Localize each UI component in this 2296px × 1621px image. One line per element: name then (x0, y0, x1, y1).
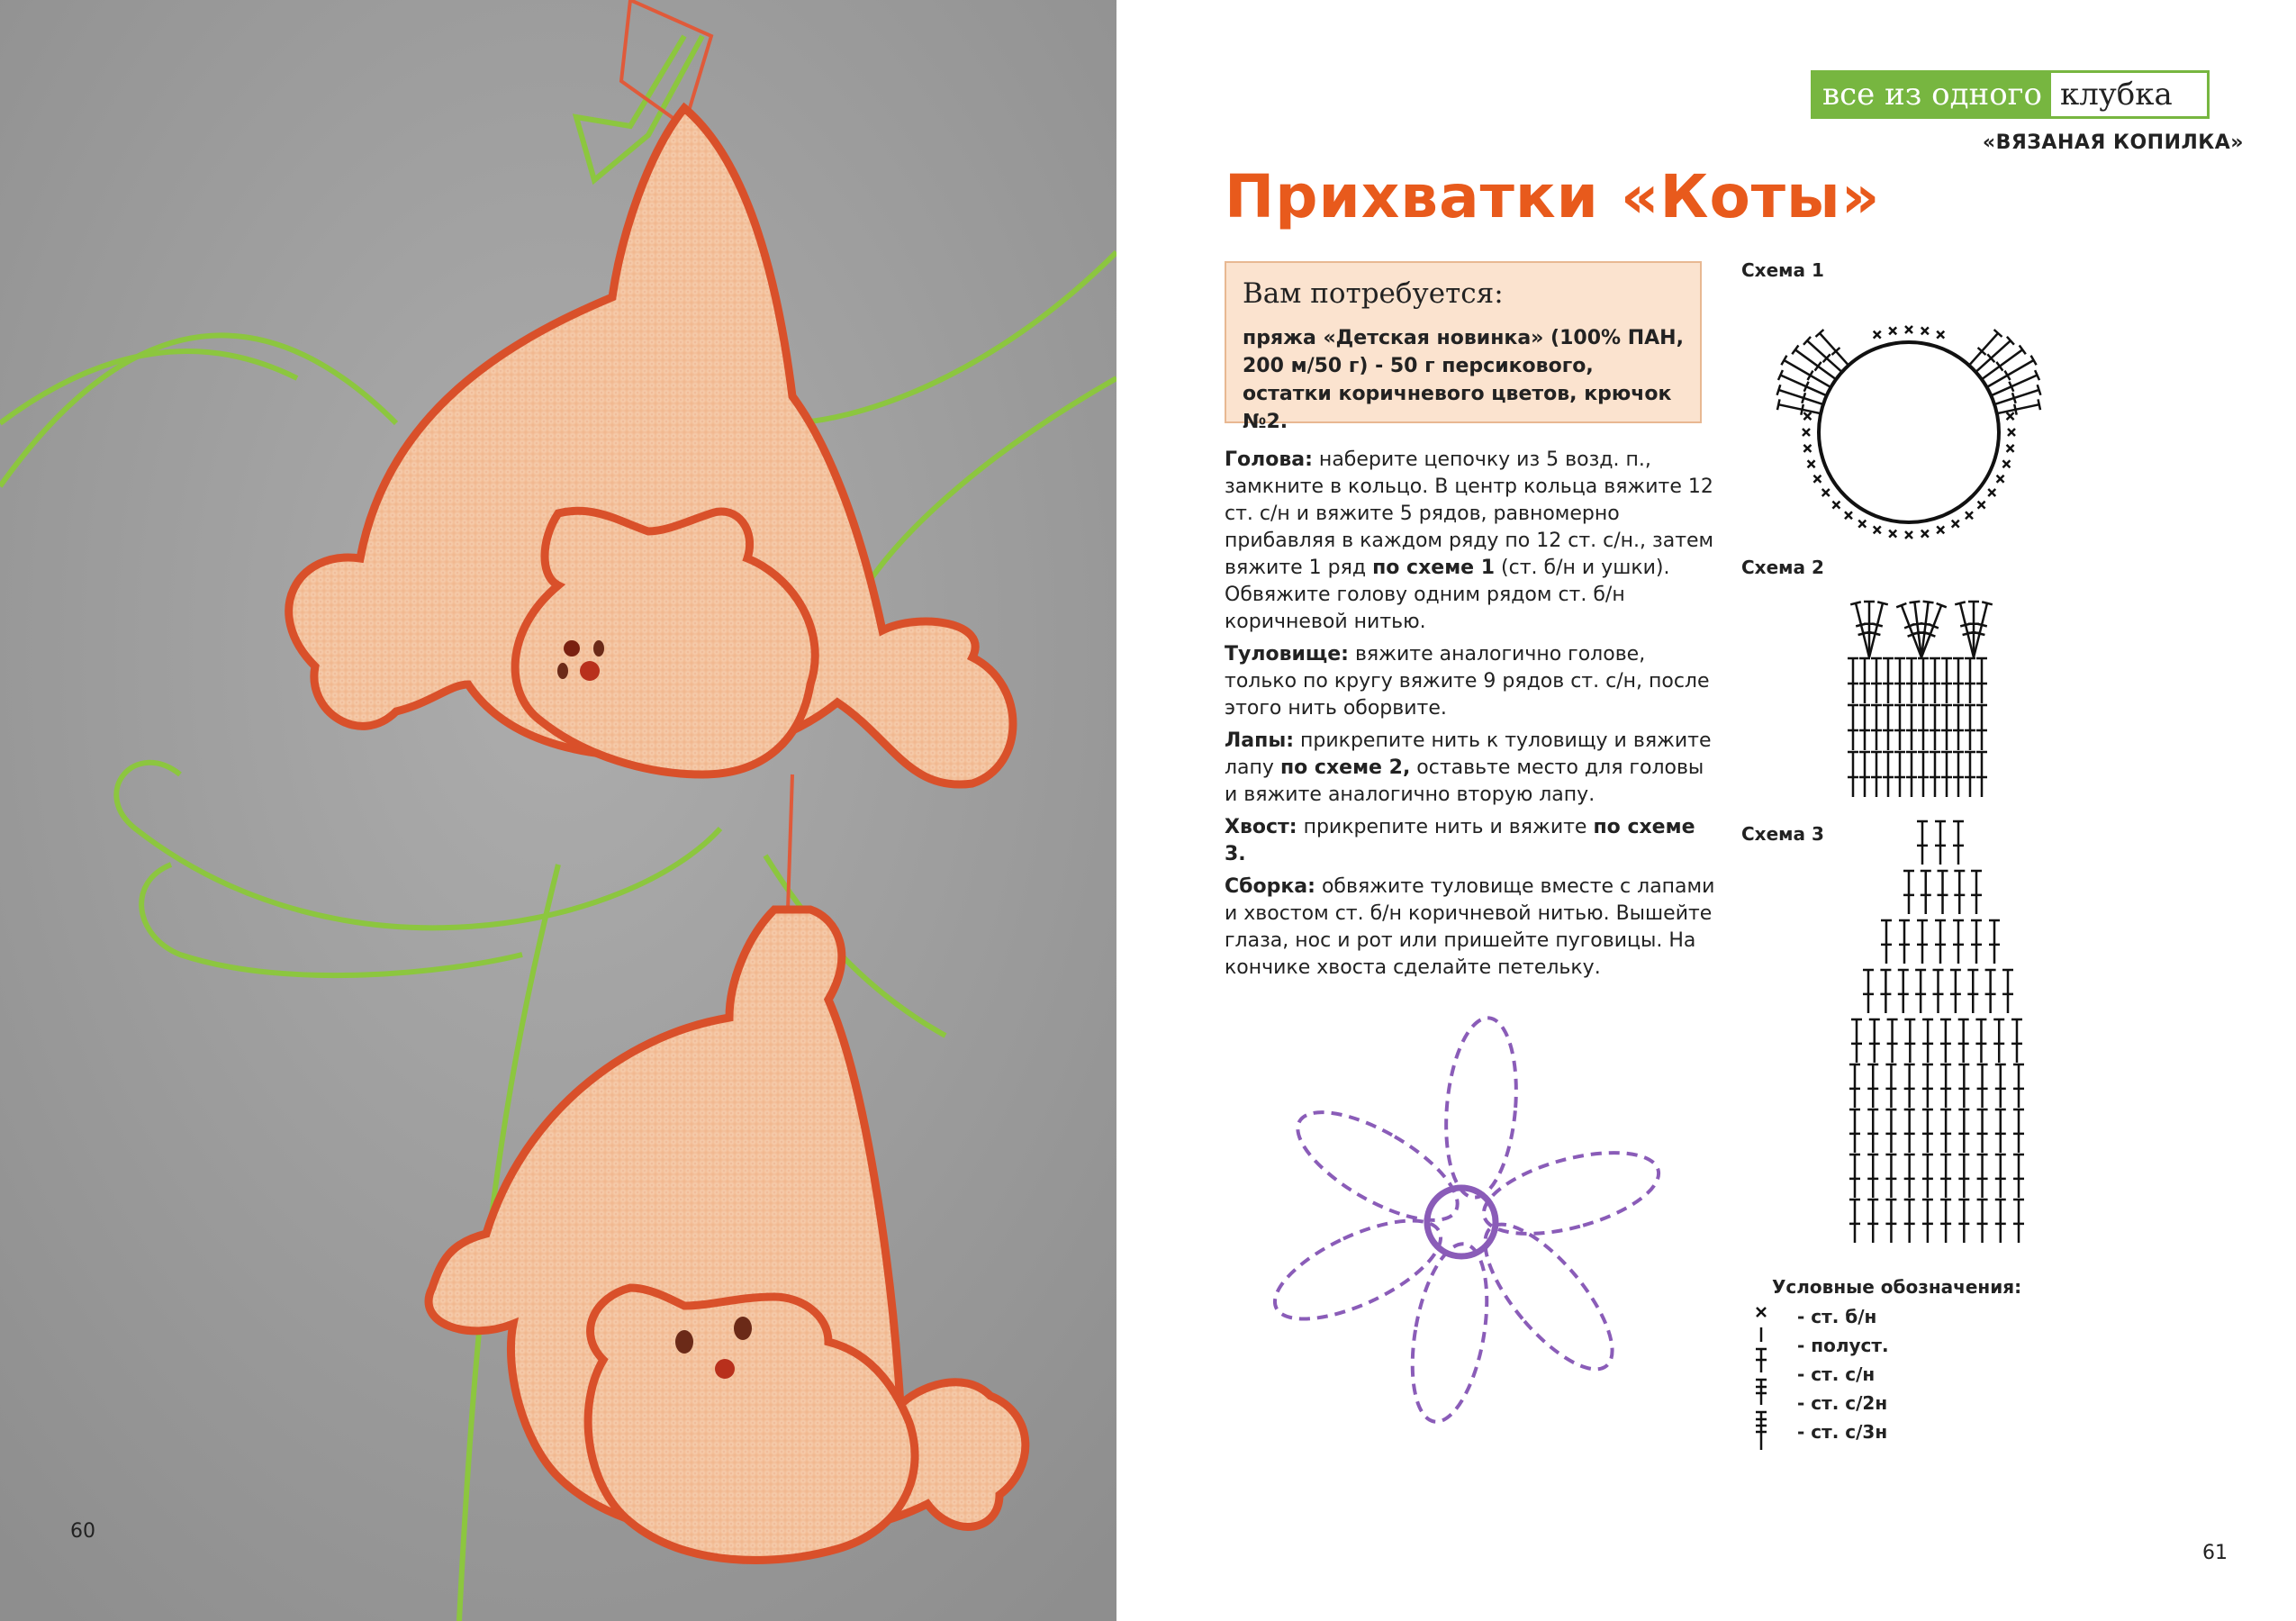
stitch-symbol (1958, 1064, 1969, 1108)
stitch-symbol (1849, 1200, 1860, 1243)
stitch-symbol (1977, 1064, 1988, 1108)
series-title: «ВЯЗАНАЯ КОПИЛКА» (1982, 131, 2244, 154)
instruction-text: оставьте место для головы и вяжите аналогично вторую лапу. (1225, 756, 1704, 806)
stitch-symbol (2013, 1109, 2024, 1153)
stitch-symbol (1848, 658, 1858, 703)
stitch-symbol (1969, 330, 2002, 366)
stitch-symbol (1940, 1064, 1951, 1108)
stitch-symbol (1994, 385, 2040, 404)
sc-stitch (1832, 502, 1840, 509)
instruction-text: прикрепите нить и вяжите (1297, 816, 1594, 838)
stitch-symbol (1941, 658, 1952, 703)
stitch-symbol (1887, 1019, 1898, 1063)
stitch-symbol (1848, 752, 1858, 797)
legend-item: - полуст. (1797, 1335, 1889, 1356)
legend-item: - ст. б/н (1797, 1306, 1877, 1327)
stitch-symbol (1883, 752, 1894, 797)
sc-stitch (1937, 526, 1944, 533)
stitch-symbol (2013, 1155, 2024, 1198)
foundation-ring (1819, 342, 1999, 522)
stitch-symbol (1904, 1109, 1915, 1153)
stitch-symbol (1880, 970, 1891, 1013)
sc-stitch (1803, 429, 1810, 436)
stitch-symbol (1941, 752, 1952, 797)
stitch-symbol (1885, 1064, 1896, 1108)
stitch-symbol (1975, 1019, 1986, 1063)
instruction-text: обвяжите туловище вместе с лапами и хвостом ст. б/н коричневой нитью. Вышейте глаза, нос и рот или пришейте пуговицы. На кончике хвоста сделайте петельку. (1225, 875, 1715, 979)
photo-page (0, 0, 1116, 1621)
stitch-symbol (1816, 330, 1849, 366)
stitch-symbol (1971, 920, 1982, 964)
stitch-symbol (1977, 1155, 1988, 1198)
tr-symbol-icon (1756, 1380, 1767, 1405)
stitch-symbol (1885, 1155, 1896, 1198)
stitch-symbol (1883, 658, 1894, 703)
sc-stitch (1921, 327, 1929, 334)
stitch-symbol (1921, 871, 1931, 914)
stitch-symbol (1995, 1200, 2006, 1243)
instruction-scheme-ref: по схеме 2, (1279, 756, 1411, 779)
scheme3-diagram (1849, 821, 2024, 1243)
legend (1772, 1275, 2021, 1446)
stitch-symbol (1935, 920, 1946, 964)
stitch-symbol (1922, 1064, 1933, 1108)
flower-diagram (1261, 1015, 1667, 1427)
stitch-symbol (1803, 337, 1842, 372)
stitch-symbol (1989, 920, 2000, 964)
instruction-scheme-ref: по схеме 1 (1372, 557, 1496, 579)
sc-stitch (1952, 521, 1959, 528)
stitch-symbol (1940, 1109, 1951, 1153)
instruction-text: (ст. б/н и ушки). Обвяжите голову одним рядом ст. б/н коричневой нитью. (1225, 557, 1670, 633)
stitch-symbol (1867, 1200, 1878, 1243)
stitch-symbol (1953, 752, 1964, 797)
sc-stitch (1803, 412, 1811, 420)
sc-stitch (1905, 326, 1912, 333)
stitch-symbol (1867, 1064, 1878, 1108)
crochet-diagrams (1116, 0, 2296, 1621)
stitch-symbol (1976, 752, 1987, 797)
stitch-symbol (1930, 752, 1940, 797)
dc-symbol-icon (1756, 1349, 1767, 1372)
stitch-symbol (1995, 1155, 2006, 1198)
sc-stitch (2002, 460, 2010, 467)
stitch-symbol (1976, 705, 1987, 750)
legend-item: - ст. с/н (1797, 1363, 1876, 1385)
sc-stitch (1822, 489, 1830, 496)
legend-title: Условные обозначения: (1772, 1276, 2022, 1298)
stitch-symbol (1777, 385, 1823, 404)
legend-item: - ст. с/2н (1797, 1392, 1888, 1414)
sc-symbol-icon (1757, 1308, 1766, 1317)
stitch-symbol (1930, 705, 1940, 750)
stitch-symbol (1848, 705, 1858, 750)
stitch-symbol (1985, 970, 1996, 1013)
legend-item: - ст. с/3н (1797, 1421, 1888, 1443)
stitch-symbol (1958, 1200, 1969, 1243)
stitch-symbol (1975, 337, 2014, 372)
stitch-symbol (1965, 752, 1975, 797)
stitch-symbol (1904, 1200, 1915, 1243)
stitch-symbol (1958, 1109, 1969, 1153)
stitch-symbol (1950, 970, 1961, 1013)
sc-stitch (1988, 489, 1995, 496)
stitch-symbol (1899, 920, 1910, 964)
stitch-symbol (1851, 1019, 1862, 1063)
sc-stitch (2007, 445, 2014, 452)
instruction-label: Лапы: (1225, 729, 1295, 752)
stitch-symbol (1953, 821, 1964, 865)
stitch-symbol (1922, 1155, 1933, 1198)
stitch-symbol (1859, 705, 1870, 750)
stitch-symbol (1958, 1019, 1969, 1063)
instruction-label: Туловище: (1225, 643, 1349, 666)
stitch-symbol (1883, 705, 1894, 750)
stitch-symbol (1859, 752, 1870, 797)
stitch-symbol (1935, 821, 1946, 865)
stitch-symbol (1894, 705, 1905, 750)
stitch-symbol (1922, 1109, 1933, 1153)
stitch-symbol (1918, 705, 1929, 750)
stitch-symbol (1955, 602, 1974, 657)
stitch-symbol (1922, 1019, 1933, 1063)
stitch-symbol (1864, 602, 1875, 657)
stitch-symbol (1859, 658, 1870, 703)
sc-stitch (1813, 475, 1821, 483)
instruction-text: прикрепите нить к туловищу и вяжите лапу (1225, 729, 1712, 779)
stitch-symbol (1871, 752, 1882, 797)
stitch-symbol (1917, 920, 1928, 964)
stitch-symbol (2011, 1019, 2022, 1063)
stitch-symbol (1918, 658, 1929, 703)
sc-stitch (1803, 445, 1811, 452)
potholder-photo (0, 0, 1116, 1621)
stitch-symbol (1904, 1019, 1915, 1063)
stitch-symbol (1869, 1019, 1880, 1063)
instruction-label: Голова: (1225, 448, 1313, 471)
stitch-symbol (1881, 920, 1892, 964)
stitch-symbol (1940, 1155, 1951, 1198)
stitch-symbol (1885, 1109, 1896, 1153)
sc-stitch (1889, 530, 1896, 538)
stitch-symbol (1940, 1200, 1951, 1243)
stitch-symbol (1867, 1109, 1878, 1153)
instruction-text: наберите цепочку из 5 возд. п., замкните в кольцо. В центр кольца вяжите 12 ст. с/н и вяжите 5 рядов, равномерно прибавляя в каждом ряду по 12 ст. с/н., затем вяжите 1 ряд (1225, 448, 1714, 579)
stitch-symbol (1906, 752, 1917, 797)
page-number-left: 60 (70, 1520, 95, 1543)
page-number-right: 61 (2202, 1542, 2228, 1564)
stitch-symbol (1941, 705, 1952, 750)
stitch-symbol (1974, 602, 1993, 657)
stitch-symbol (1940, 1019, 1951, 1063)
sc-stitch (1921, 530, 1929, 538)
stitch-symbol (1903, 871, 1914, 914)
sc-stitch (1966, 512, 1973, 519)
stitch-symbol (1977, 1200, 1988, 1243)
stitch-symbol (1953, 658, 1964, 703)
stitch-symbol (1906, 658, 1917, 703)
text-page (1116, 0, 2296, 1621)
stitch-symbol (1917, 821, 1928, 865)
tag-part2: клубка (2051, 73, 2207, 116)
sc-stitch (1889, 327, 1896, 334)
sc-stitch (1858, 521, 1866, 528)
instruction-label: Хвост: (1225, 816, 1297, 838)
stitch-symbol (1933, 970, 1944, 1013)
scheme1-label: Схема 1 (1741, 259, 1824, 281)
stitch-symbol (1971, 871, 1982, 914)
stitch-symbol (1982, 346, 2026, 380)
sc-stitch (2008, 429, 2015, 436)
sc-stitch (1937, 331, 1944, 339)
instruction-scheme-ref: по схеме 3. (1225, 816, 1695, 865)
stitch-symbol (2002, 970, 2013, 1013)
stitch-symbol (2013, 1064, 2024, 1108)
stitch-symbol (1904, 1155, 1915, 1198)
stitch-symbol (1898, 970, 1909, 1013)
stitch-symbol (1953, 920, 1964, 964)
stitch-symbol (2013, 1200, 2024, 1243)
stitch-symbol (1792, 346, 1836, 380)
stitch-symbol (1894, 752, 1905, 797)
stitch-symbol (1930, 658, 1940, 703)
stitch-symbol (1938, 871, 1948, 914)
stitch-symbol (1918, 752, 1929, 797)
page-title: Прихватки «Коты» (1225, 162, 1881, 231)
stitch-symbol (1922, 1200, 1933, 1243)
stitch-symbol (1995, 1064, 2006, 1108)
stitch-symbol (1849, 1155, 1860, 1198)
materials-heading: Вам потребуется: (1243, 277, 1504, 310)
dtr-symbol-icon (1756, 1412, 1767, 1450)
stitch-symbol (1904, 1064, 1915, 1108)
legend-symbols (1756, 1308, 1767, 1450)
stitch-symbol (1977, 1109, 1988, 1153)
stitch-symbol (1965, 705, 1975, 750)
stitch-symbol (1906, 705, 1917, 750)
stitch-symbol (1976, 658, 1987, 703)
stitch-symbol (1953, 705, 1964, 750)
sc-stitch (1808, 460, 1815, 467)
instruction-label: Сборка: (1225, 875, 1315, 898)
sc-stitch (1997, 475, 2004, 483)
sc-stitch (1874, 526, 1881, 533)
tag-part1: все из одного (1813, 73, 2051, 116)
materials-text: пряжа «Детская новинка» (100% ПАН, 200 м/50 г) - 50 г персикового, остатки коричневого цветов, крючок №2. (1243, 327, 1684, 433)
stitch-symbol (1849, 1064, 1860, 1108)
stitch-symbol (1867, 1155, 1878, 1198)
stitch-symbol (1995, 1109, 2006, 1153)
stitch-symbol (1871, 658, 1882, 703)
stitch-symbol (1849, 1109, 1860, 1153)
stitch-symbol (1954, 871, 1965, 914)
sc-stitch (1905, 531, 1912, 539)
stitch-symbol (1863, 970, 1874, 1013)
stitch-symbol (1915, 970, 1926, 1013)
sc-stitch (2007, 412, 2014, 420)
stitch-symbol (1958, 1155, 1969, 1198)
stitch-symbol (1871, 705, 1882, 750)
sc-stitch (1978, 502, 1985, 509)
scheme2-label: Схема 2 (1741, 557, 1824, 578)
scheme3-label: Схема 3 (1741, 823, 1824, 845)
stitch-symbol (1894, 658, 1905, 703)
stitch-symbol (1967, 970, 1978, 1013)
instruction-text: вяжите аналогично голове, только по кругу вяжите 9 рядов ст. с/н, после этого нить оборвите. (1225, 643, 1710, 720)
scheme2-diagram (1848, 602, 1993, 797)
stitch-symbol (1869, 602, 1888, 657)
stitch-symbol (1885, 1200, 1896, 1243)
sc-stitch (1845, 512, 1852, 519)
stitch-symbol (1850, 602, 1869, 657)
scheme1-diagram (1777, 326, 2041, 539)
stitch-symbol (1968, 602, 1979, 657)
stitch-symbol (1965, 658, 1975, 703)
stitch-symbol (1993, 1019, 2004, 1063)
sc-stitch (1874, 331, 1881, 339)
